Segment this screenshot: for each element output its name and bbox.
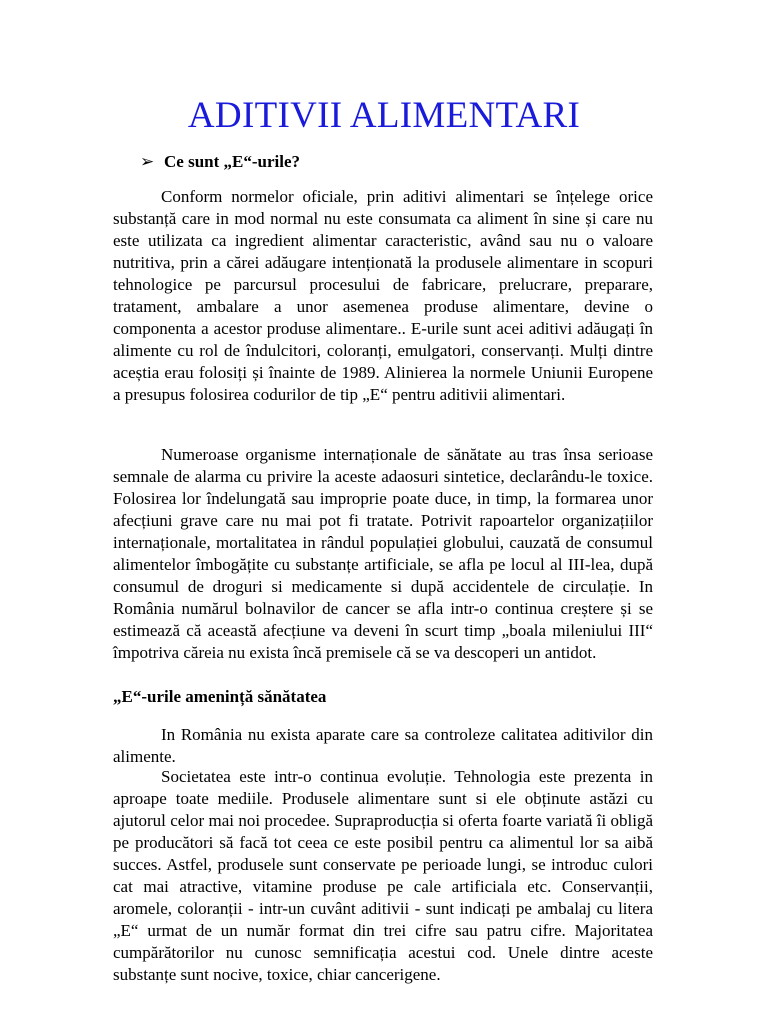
paragraph-definition: Conform normelor oficiale, prin aditivi alimentari se înțelege orice substanță care in mod normal nu este consumata ca aliment în sine și care nu este utilizata ca ingredient alimentar caracteristic, având sau nu o valoare nutritiva, prin a cărei adăugare intenționată la produsele alimentare in scopuri tehnologice pe parcursul procesului de fabricare, prelucrare, preparare, tratament, ambalare a unor asemenea produse alimentare, devine o componenta a acestor produse alimentare.. E-urile sunt acei aditivi adăugați în alimente cu rol de îndulcitori, coloranți, emulgatori, conservanți. Mulți dintre aceștia erau folosiți și înainte de 1989. Alinierea la normele Uniunii Europene a presupus folosirea codurilor de tip „E“ pentru aditivii alimentari. bbox=[113, 187, 653, 404]
paragraph-society-evolution: Societatea este intr-o continua evoluție. Tehnologia este prezenta in aproape toate mediile. Produsele alimentare sunt si ele obținute astăzi cu ajutorul celor mai noi procedee. Supraproducția si oferta foarte variată îi obligă pe producători să facă tot ceea ce este posibil pentru ca alimentul lor sa aibă succes. Astfel, produsele sunt conservate pe perioade lungi, se introduc culori cat mai atractive, vitamine produse pe cale artificiala etc. Conservanții, aromele, coloranții - intr-un cuvânt aditivii - sunt indicați pe ambalaj cu litera „E“ urmat de un număr format din trei cifre sau patru cifre. Majoritatea cumpărătorilor nu cunosc semnificația acestui cod. Unele dintre aceste substanțe sunt nocive, toxice, chiar cancerigene. bbox=[113, 767, 653, 984]
paragraph-health-warnings: Numeroase organisme internaționale de sănătate au tras însa serioase semnale de alarma cu privire la aceste adaosuri sintetice, declarându-le toxice. Folosirea lor îndelungată sau improprie poate duce, in timp, la formarea unor afecțiuni grave care nu mai pot fi tratate. Potrivit rapoartelor organizațiilor internaționale, mortalitatea in rândul populației globului, cauzată de consumul alimentelor îmbogățite cu substanțe artificiale, se afla pe locul al III-lea, după consumul de droguri si medicamente si după accidentele de circulație. In România numărul bolnavilor de cancer se afla intr-o continua creștere și se estimează că această afecțiune va deveni în scurt timp „boala mileniului III“ împotriva căreia nu exista încă premisele că se va descoperi un antidot. bbox=[113, 445, 653, 662]
section-heading: „E“-urile amenință sănătatea bbox=[113, 687, 327, 706]
section-bullet bbox=[140, 151, 300, 173]
page-title: ADITIVII ALIMENTARI bbox=[187, 95, 581, 136]
paragraph-romania-control: In România nu exista aparate care sa controleze calitatea aditivilor din alimente. bbox=[113, 725, 653, 766]
arrow-bullet-icon: ➢ bbox=[140, 152, 155, 171]
bullet-question: Ce sunt „E“-urile? bbox=[164, 152, 300, 171]
